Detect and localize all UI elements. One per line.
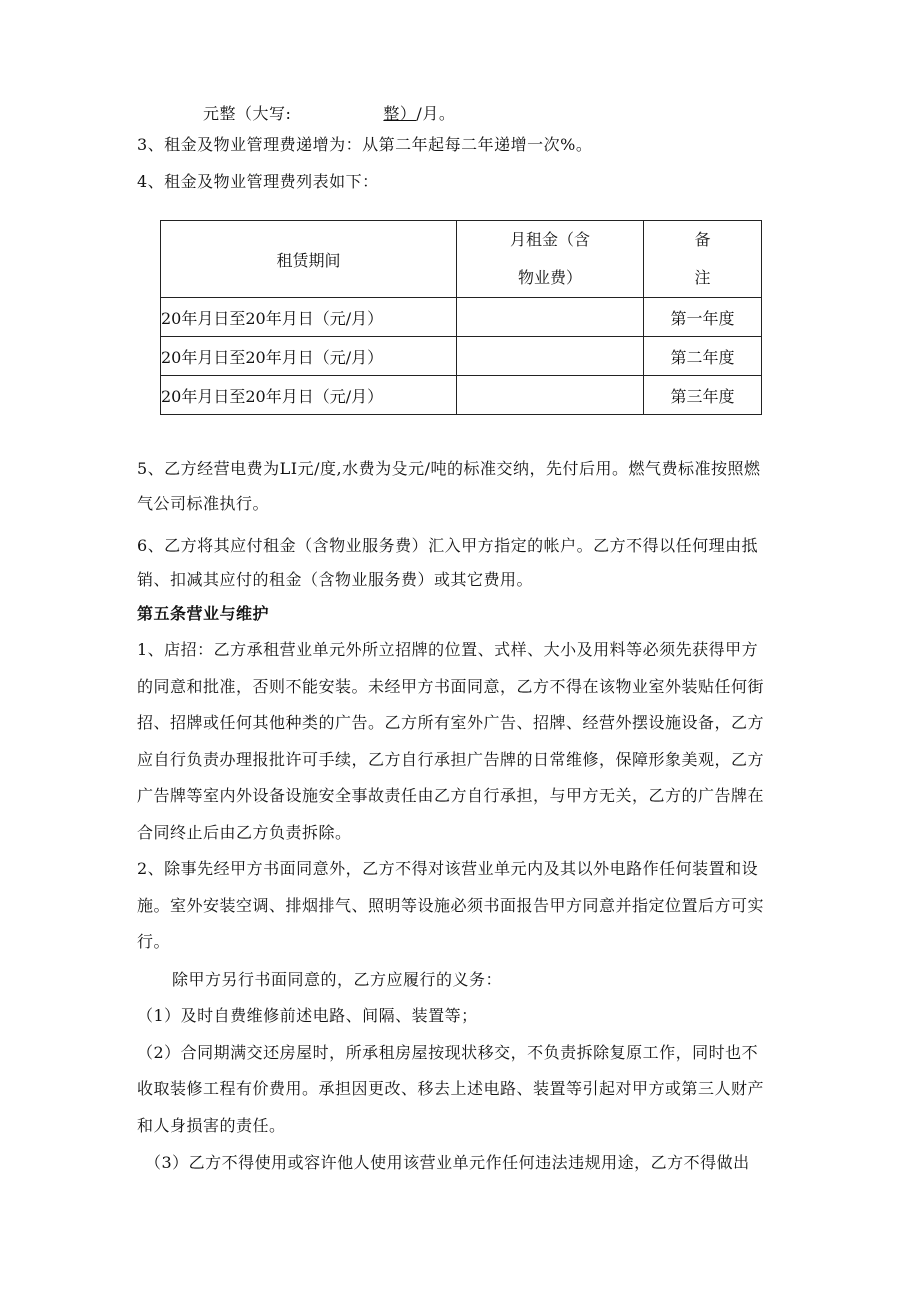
amount-prefix: 元整（大写: [203, 104, 292, 123]
table-row [161, 298, 762, 337]
row-rent [457, 298, 644, 337]
header-note-line2: 注 [694, 268, 711, 287]
circuit-line-3: 行。 [137, 932, 171, 951]
duty-2-line-1: （2）合同期满交还房屋时，所承租房屋按现状移交，不负责拆除复原工作，同时也不 [137, 1043, 759, 1062]
item-6-line-1: 6、乙方将其应付租金（含物业服务费）汇入甲方指定的帐户。乙方不得以任何理由抵 [137, 536, 759, 555]
rent-table-header [161, 221, 762, 298]
item-4: 4、租金及物业管理费列表如下： [137, 172, 379, 191]
row-period: 20年月日至20年月日（元/月） [161, 337, 457, 376]
row-note: 第三年度 [644, 376, 762, 415]
item-3: 3、租金及物业管理费递增为：从第二年起每二年递增一次%。 [137, 135, 593, 154]
row-period: 20年月日至20年月日（元/月） [161, 298, 457, 337]
duty-2-line-2: 收取装修工程有价费用。承担因更改、移去上述电路、装置等引起对甲方或第三人财产 [137, 1079, 765, 1098]
header-period: 租赁期间 [161, 221, 457, 298]
shop-sign-line-6: 合同终止后由乙方负责拆除。 [137, 823, 352, 842]
row-note: 第一年度 [644, 298, 762, 337]
shop-sign-line-3: 招、招牌或任何其他种类的广告。乙方所有室外广告、招牌、经营外摆设施设备，乙方 [137, 713, 765, 732]
table-row [161, 376, 762, 415]
header-rent [457, 221, 644, 298]
amount-line [203, 104, 455, 124]
item-5-line-1: 5、乙方经营电费为LI元/度,水费为殳元/吨的标准交纳，先付后用。燃气费标准按照燃 [137, 459, 761, 478]
shop-sign-line-1: 1、店招：乙方承租营业单元外所立招牌的位置、式样、大小及用料等必须先获得甲方 [137, 640, 759, 659]
shop-sign-line-4: 应自行负责办理报批许可手续，乙方自行承担广告牌的日常维修，保障形象美观，乙方 [137, 750, 765, 769]
amount-suffix: /月。 [416, 104, 456, 123]
row-period: 20年月日至20年月日（元/月） [161, 376, 457, 415]
duties-intro: 除甲方另行书面同意的，乙方应履行的义务： [172, 970, 503, 989]
header-note-line1: 备 [694, 230, 711, 249]
shop-sign-line-5: 广告牌等室内外设备设施安全事故责任由乙方自行承担，与甲方无关，乙方的广告牌在 [137, 786, 765, 805]
shop-sign-line-2: 的同意和批准，否则不能安装。未经甲方书面同意，乙方不得在该物业室外装贴任何街 [137, 677, 765, 696]
section-5-title: 第五条营业与维护 [137, 604, 270, 623]
duty-3-line-1: （3）乙方不得使用或容许他人使用该营业单元作任何违法违规用途，乙方不得做出 [145, 1153, 750, 1172]
circuit-line-1: 2、除事先经甲方书面同意外，乙方不得对该营业单元内及其以外电路作任何装置和设 [137, 859, 759, 878]
table-row [161, 337, 762, 376]
row-rent [457, 337, 644, 376]
row-rent [457, 376, 644, 415]
amount-mid: 整） [383, 104, 417, 123]
rent-table [160, 220, 762, 415]
duty-2-line-3: 和人身损害的责任。 [137, 1116, 286, 1135]
item-5-line-2: 气公司标准执行。 [137, 494, 270, 513]
header-rent-line1: 月租金（含 [509, 230, 590, 249]
circuit-line-2: 施。室外安装空调、排烟排气、照明等设施必须书面报告甲方同意并指定位置后方可实 [137, 896, 765, 915]
duty-1: （1）及时自费维修前述电路、间隔、装置等； [137, 1006, 478, 1025]
row-note: 第二年度 [644, 337, 762, 376]
header-rent-line2: 物业费） [517, 268, 582, 287]
item-6-line-2: 销、扣减其应付的租金（含物业服务费）或其它费用。 [137, 570, 534, 589]
header-note [644, 221, 762, 298]
